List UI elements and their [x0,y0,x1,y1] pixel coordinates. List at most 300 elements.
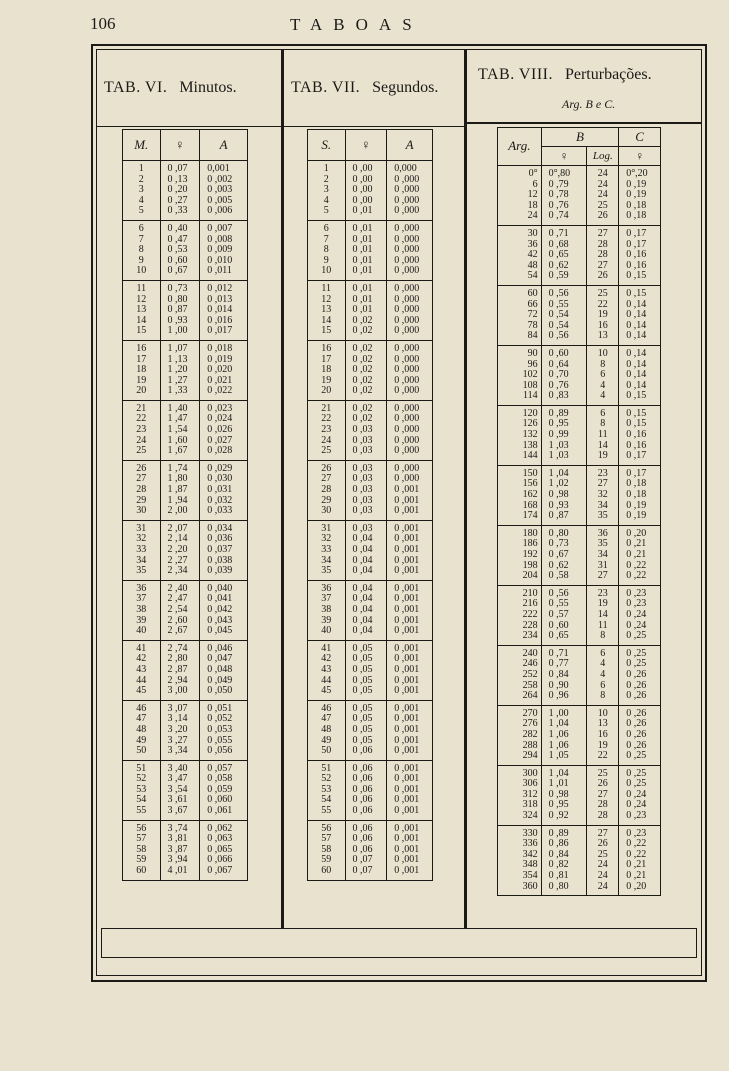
tab8-value: 174 [522,510,538,522]
tab8-value: 0 ,83 [548,390,569,402]
tab8-value: 0 ,14 [626,298,647,310]
tab7-value: 0 ,000 [394,184,420,196]
tab6-value: 0 ,011 [207,265,232,277]
tab6-value: 0 ,023 [207,402,233,414]
tab6-value: 0 ,47 [167,233,188,245]
tab8-value: 8 [600,358,606,370]
tab8-value: 0 ,65 [548,249,569,261]
tab8-cell-log [587,705,619,765]
tab8-value: 19 [597,598,608,610]
tab7-value: 0 ,05 [352,642,373,654]
tab8-value: 300 [522,767,538,779]
tab6-value: 25 [136,445,147,457]
tab6-value: 0 ,018 [207,342,233,354]
tab7-value: 0 ,001 [394,702,420,714]
tab7-cell-v [345,820,387,880]
tab6-value: 35 [136,565,147,577]
tab6-heading: Minutos. [179,79,237,96]
tab7-cell-v [345,340,387,400]
tab6-cell-a [200,340,248,400]
tab7-group [308,700,433,760]
tab8-value: 8 [600,630,606,642]
tab6-value: 42 [136,653,147,665]
tab8-value: 0 ,15 [626,418,647,430]
tab8-cell-arg [498,285,542,345]
tab6-value: 16 [136,342,147,354]
tab7-value: 0 ,00 [352,184,373,196]
tab8-value: 324 [522,810,538,822]
tab6-value: 3 ,40 [167,762,188,774]
tab7-table [307,129,433,881]
tab6-cell-v [160,460,200,520]
tab7-cell-a [387,220,433,280]
tab6-cell-v [160,400,200,460]
tab7-value: 0 ,000 [394,413,420,425]
tab8-value: 162 [522,489,538,501]
tab6-value: 3 ,14 [167,713,188,725]
tab8-value: 0 ,73 [548,538,569,550]
tab6-value: 3 ,27 [167,734,188,746]
tab6-value: 3 ,74 [167,822,188,834]
tab7-cell-v [345,460,387,520]
tab8-value: 1 ,05 [548,750,569,762]
tab7-value: 3 [323,184,329,196]
tab7-value: 58 [321,843,332,855]
tab8-value: 35 [597,510,608,522]
tab7-value: 9 [323,254,329,266]
tab6-cell-a [200,400,248,460]
tab7-group [308,640,433,700]
tab6-value: 0 ,050 [207,685,233,697]
tab8-value: 0 ,76 [548,199,569,211]
tab8-value: 0 ,23 [626,587,647,599]
tab8-value: 19 [597,450,608,462]
tab8-group [498,825,661,896]
tab6-value: 0 ,005 [207,194,233,206]
tab7-value: 56 [321,822,332,834]
tab7-cell-a [387,700,433,760]
tab6-value: 41 [136,642,147,654]
tab7-value: 0 ,05 [352,663,373,675]
tab8-value: 11 [597,429,608,441]
tab8-cell-b [541,465,587,525]
tab8-value: 6 [600,369,606,381]
tab8-value: 0 ,25 [626,658,647,670]
tab6-value: 0 ,030 [207,473,233,485]
tab7-value: 0 ,03 [352,445,373,457]
tab6-value: 0 ,87 [167,304,188,316]
tab6-group [123,460,248,520]
tab8-value: 0 ,56 [548,330,569,342]
tab7-value: 0 ,000 [394,222,420,234]
tab8-value: 0 ,21 [626,538,647,550]
tab6-value: 3 ,07 [167,702,188,714]
tab7-value: 0 ,05 [352,734,373,746]
tab6-value: 19 [136,374,147,386]
tab8-cell-arg [498,645,542,705]
tab7-value: 0 ,001 [394,854,420,866]
tab8-value: 22 [597,750,608,762]
tab7-value: 53 [321,783,332,795]
tab8-value: 0 ,18 [626,199,647,211]
tab8-value: 0 ,18 [626,210,647,222]
tab8-value: 0 ,17 [626,467,647,479]
tab7-value: 48 [321,723,332,735]
tab8-value: 23 [597,467,608,479]
tab6-value: 2 ,14 [167,533,188,545]
tab7-cell-a [387,280,433,340]
tab6-value: 1 ,07 [167,342,188,354]
running-title: TABOAS [290,15,423,34]
tab6-value: 4 ,01 [167,865,188,877]
tab8-group [498,285,661,345]
tab6-cell-m [123,640,161,700]
tab6-value: 0 ,063 [207,833,233,845]
tab6-value: 0 ,022 [207,385,233,397]
tab7-value: 7 [323,233,329,245]
tab6-group [123,220,248,280]
tab6-header-m: M. [123,130,161,161]
tab8-value: 330 [522,827,538,839]
tab7-value: 28 [321,484,332,496]
tab7-value: 46 [321,702,332,714]
tab8-value: 0 ,98 [548,489,569,501]
tab8-value: 192 [522,549,538,560]
tab7-value: 0 ,03 [352,434,373,446]
tab8-value: 204 [522,570,538,582]
tab7-value: 0 ,02 [352,402,373,414]
tab7-value: 0 ,01 [352,205,373,217]
tab8-group [498,765,661,825]
tab6-cell-a [200,460,248,520]
tab8-cell-b [541,405,587,465]
tab8-value: 6 [600,407,606,419]
tab7-value: 0 ,01 [352,222,373,234]
tab7-value: 0 ,02 [352,374,373,386]
tab7-value: 0 ,000 [394,194,420,206]
tab6-value: 0 ,029 [207,462,233,474]
tab7-value: 14 [321,314,332,326]
tab6-value: 1 ,47 [167,413,188,425]
tab8-value: 180 [522,527,538,539]
tab8-value: 0 ,79 [548,178,569,190]
tab8-value: 348 [522,859,538,871]
tab6-value: 0 ,043 [207,614,233,626]
tab7-value: 35 [321,565,332,577]
tab6-value: 38 [136,603,147,615]
tab7-value: 0 ,001 [394,494,420,506]
tab7-heading: Segundos. [372,79,439,96]
tab7-value: 0 ,001 [394,745,420,757]
tab6-value: 0 ,012 [207,282,233,294]
tab8-value: 0 ,87 [548,510,569,522]
tab7-value: 22 [321,413,332,425]
tab8-value: 24 [527,210,538,222]
tab8-cell-log [587,525,619,585]
tab7-value: 18 [321,364,332,376]
tab8-value: 210 [522,587,538,599]
tab8-value: 318 [522,799,538,811]
tab8-value: 0 ,26 [626,707,647,719]
tab8-value: 28 [597,810,608,822]
tab8-value: 0 ,14 [626,379,647,391]
tab8-value: 0 ,60 [548,619,569,631]
tab6-value: 2 ,27 [167,554,188,566]
tab7-value: 0 ,02 [352,342,373,354]
tab8-value: 0 ,96 [548,690,569,702]
tab6-group [123,161,248,221]
tab8-value: 34 [597,499,608,511]
tab6-value: 0 ,016 [207,314,233,326]
tab6-cell-m [123,820,161,880]
tab7-value: 10 [321,265,332,277]
tab7-value: 0 ,000 [394,173,420,185]
page-header [0,0,729,40]
tab6-value: 0 ,008 [207,233,233,245]
tab8-value: 1 ,04 [548,718,569,730]
tab8-cell-b [541,166,587,226]
tab7-value: 0 ,07 [352,854,373,866]
tab8-cell-c [619,705,661,765]
tab7-value: 0 ,000 [394,233,420,245]
tab8-value: 26 [597,210,608,222]
tab6-value: 2 ,60 [167,614,188,626]
tab8-value: 0 ,14 [626,347,647,359]
tab8-value: 0 ,22 [626,838,647,850]
tab6-cell-m [123,161,161,221]
tab8-value: 0 ,62 [548,559,569,571]
tab8-value: 24 [597,189,608,201]
tab8-value: 186 [522,538,538,550]
header-rule-right [467,122,701,124]
tab7-value: 37 [321,593,332,605]
tab8-value: 6 [600,679,606,691]
tab7-value: 0 ,02 [352,413,373,425]
tab7-cell-s [308,760,346,820]
tab6-value: 0 ,036 [207,533,233,545]
tab8-value: 0 ,19 [626,178,647,190]
tab6-cell-v [160,340,200,400]
tab8-value: 26 [597,778,608,790]
tab7-value: 0 ,04 [352,603,373,615]
tab8-value: 0 ,56 [548,587,569,599]
tab7-value: 0 ,04 [352,544,373,555]
tab8-value: 0 ,14 [626,319,647,331]
tab7-cell-s [308,400,346,460]
tab8-value: 16 [597,319,608,331]
tab8-value: 0 ,21 [626,549,647,560]
tab7-value: 0 ,001 [394,773,420,785]
tab7-value: 0 ,00 [352,194,373,206]
page-number: 106 [90,14,116,33]
tab6-group [123,520,248,580]
tab7-group [308,340,433,400]
tab7-value: 0 ,001 [394,723,420,735]
tab7-value: 0 ,000 [394,374,420,386]
tab8-cell-b [541,285,587,345]
tab7-cell-a [387,340,433,400]
tab8-value: 0 ,89 [548,407,569,419]
tab8-value: 19 [597,309,608,321]
tab7-cell-a [387,760,433,820]
tab7-value: 0 ,06 [352,783,373,795]
tab7-value: 24 [321,434,332,446]
tab6-value: 0 ,056 [207,745,233,757]
tab8-value: 0 ,25 [626,778,647,790]
tab7-value: 1 [323,163,329,174]
tab7-value: 20 [321,385,332,397]
tab7-cell-v [345,280,387,340]
tab6-value: 3 ,47 [167,773,188,785]
tab6-value: 39 [136,614,147,626]
tab8-value: 36 [597,527,608,539]
tab7-value: 0 ,001 [394,663,420,675]
tab8-value: 0 ,93 [548,499,569,511]
tab7-value: 0 ,001 [394,653,420,665]
tab7-value: 26 [321,462,332,474]
tab7-value: 16 [321,342,332,354]
tab8-value: 0 ,24 [626,788,647,800]
tab6-value: 1 ,67 [167,445,188,457]
tab6-value: 0 ,028 [207,445,233,457]
tab7-value: 0 ,001 [394,713,420,725]
tab8-value: 24 [597,168,608,179]
tab6-cell-m [123,340,161,400]
tab8-value: 0 ,22 [626,570,647,582]
tab7-value: 33 [321,544,332,555]
tab7-group [308,161,433,221]
tab7-value: 0 ,04 [352,625,373,637]
tab6-value: 6 [138,222,144,234]
tab7-value: 0 ,001 [394,822,420,834]
tab7-cell-s [308,700,346,760]
tab8-value: 24 [597,178,608,190]
tab7-value: 0 ,03 [352,505,373,517]
tab8-value: 1 ,00 [548,707,569,719]
tab7-value: 6 [323,222,329,234]
tab8-value: 0 ,14 [626,309,647,321]
tab7-value: 0 ,01 [352,233,373,245]
tab8-value: 1 ,03 [548,450,569,462]
tab7-value: 0 ,000 [394,282,420,294]
tab8-value: 360 [522,880,538,892]
tab8-value: 0 ,71 [548,647,569,659]
tab7-value: 0 ,001 [394,614,420,626]
tab8-value: 27 [597,827,608,839]
tab8-value: 0 ,57 [548,608,569,620]
tab8-cell-log [587,645,619,705]
tab8-value: 0 ,16 [626,439,647,451]
tab6-value: 0 ,027 [207,434,233,446]
tab8-header-arg: Arg. [498,128,542,166]
tab6-value: 0 ,060 [207,794,233,806]
tab8-group [498,645,661,705]
tab7-value: 0 ,01 [352,265,373,277]
tab6-value: 0 ,014 [207,304,233,316]
tab6-value: 0 ,038 [207,554,233,566]
footer-box [101,928,697,958]
tab8-value: 1 ,03 [548,439,569,451]
tab8-header-b-venus: ♀ [541,147,587,166]
tab7-cell-v [345,400,387,460]
tab8-value: 198 [522,559,538,571]
tab6-value: 0 ,047 [207,653,233,665]
tab8-value: 0 ,15 [626,390,647,402]
tab8-value: 240 [522,647,538,659]
tab8-value: 222 [522,608,538,620]
tab6-value: 10 [136,265,147,277]
tab8-value: 0 ,56 [548,287,569,299]
tab6-value: 1 ,33 [167,385,188,397]
tab8-value: 8 [600,418,606,430]
tab6-title [104,79,237,97]
tab6-value: 36 [136,582,147,594]
tab8-value: 0 ,95 [548,418,569,430]
tab6-value: 1 ,87 [167,484,188,496]
tab7-value: 0 ,000 [394,385,420,397]
tab7-value: 0 ,001 [394,642,420,654]
tab6-value: 0 ,034 [207,522,233,534]
tab7-value: 0 ,001 [394,734,420,746]
tab8-value: 342 [522,848,538,860]
tab7-value: 45 [321,685,332,697]
tab8-value: 0 ,78 [548,189,569,201]
tab8-value: 0 ,98 [548,788,569,800]
tab8-table [497,127,661,896]
tab8-value: 0 ,14 [626,369,647,381]
tab8-value: 90 [527,347,538,359]
tab6-value: 2 ,40 [167,582,188,594]
tab7-cell-a [387,520,433,580]
tab7-value: 0 ,000 [394,434,420,446]
tab7-value: 0 ,05 [352,702,373,714]
tab8-cell-arg [498,225,542,285]
tab8-value: 102 [522,369,538,381]
tab8-value: 32 [597,489,608,501]
tab6-cell-m [123,580,161,640]
tab6-value: 0 ,003 [207,184,233,196]
tab6-value: 0 ,021 [207,374,233,386]
tab8-value: 264 [522,690,538,702]
tab7-value: 49 [321,734,332,746]
tab8-value: 27 [597,788,608,800]
tab6-value: 54 [136,794,147,806]
tab7-value: 0 ,001 [394,762,420,774]
tab8-value: 27 [597,259,608,271]
tab7-cell-a [387,161,433,221]
tab7-value: 0 ,000 [394,304,420,316]
tab6-table [122,129,248,881]
tab8-value: 0 ,60 [548,347,569,359]
tab8-cell-log [587,345,619,405]
tab8-value: 0 ,22 [626,559,647,571]
tab8-value: 4 [600,668,606,680]
tab7-cell-v [345,220,387,280]
tab7-value: 0 ,001 [394,533,420,545]
tab6-value: 14 [136,314,147,326]
tab6-value: 2 ,80 [167,653,188,665]
tab7-cell-v [345,161,387,221]
tab8-value: 354 [522,870,538,882]
tab6-value: 56 [136,822,147,834]
tab6-value: 3 ,81 [167,833,188,845]
tab6-value: 0 ,026 [207,424,233,436]
tab6-value: 59 [136,854,147,866]
tab6-value: 0 ,045 [207,625,233,637]
tab7-value: 38 [321,603,332,615]
tab7-value: 0 ,03 [352,522,373,534]
tab7-value: 0 ,04 [352,554,373,566]
